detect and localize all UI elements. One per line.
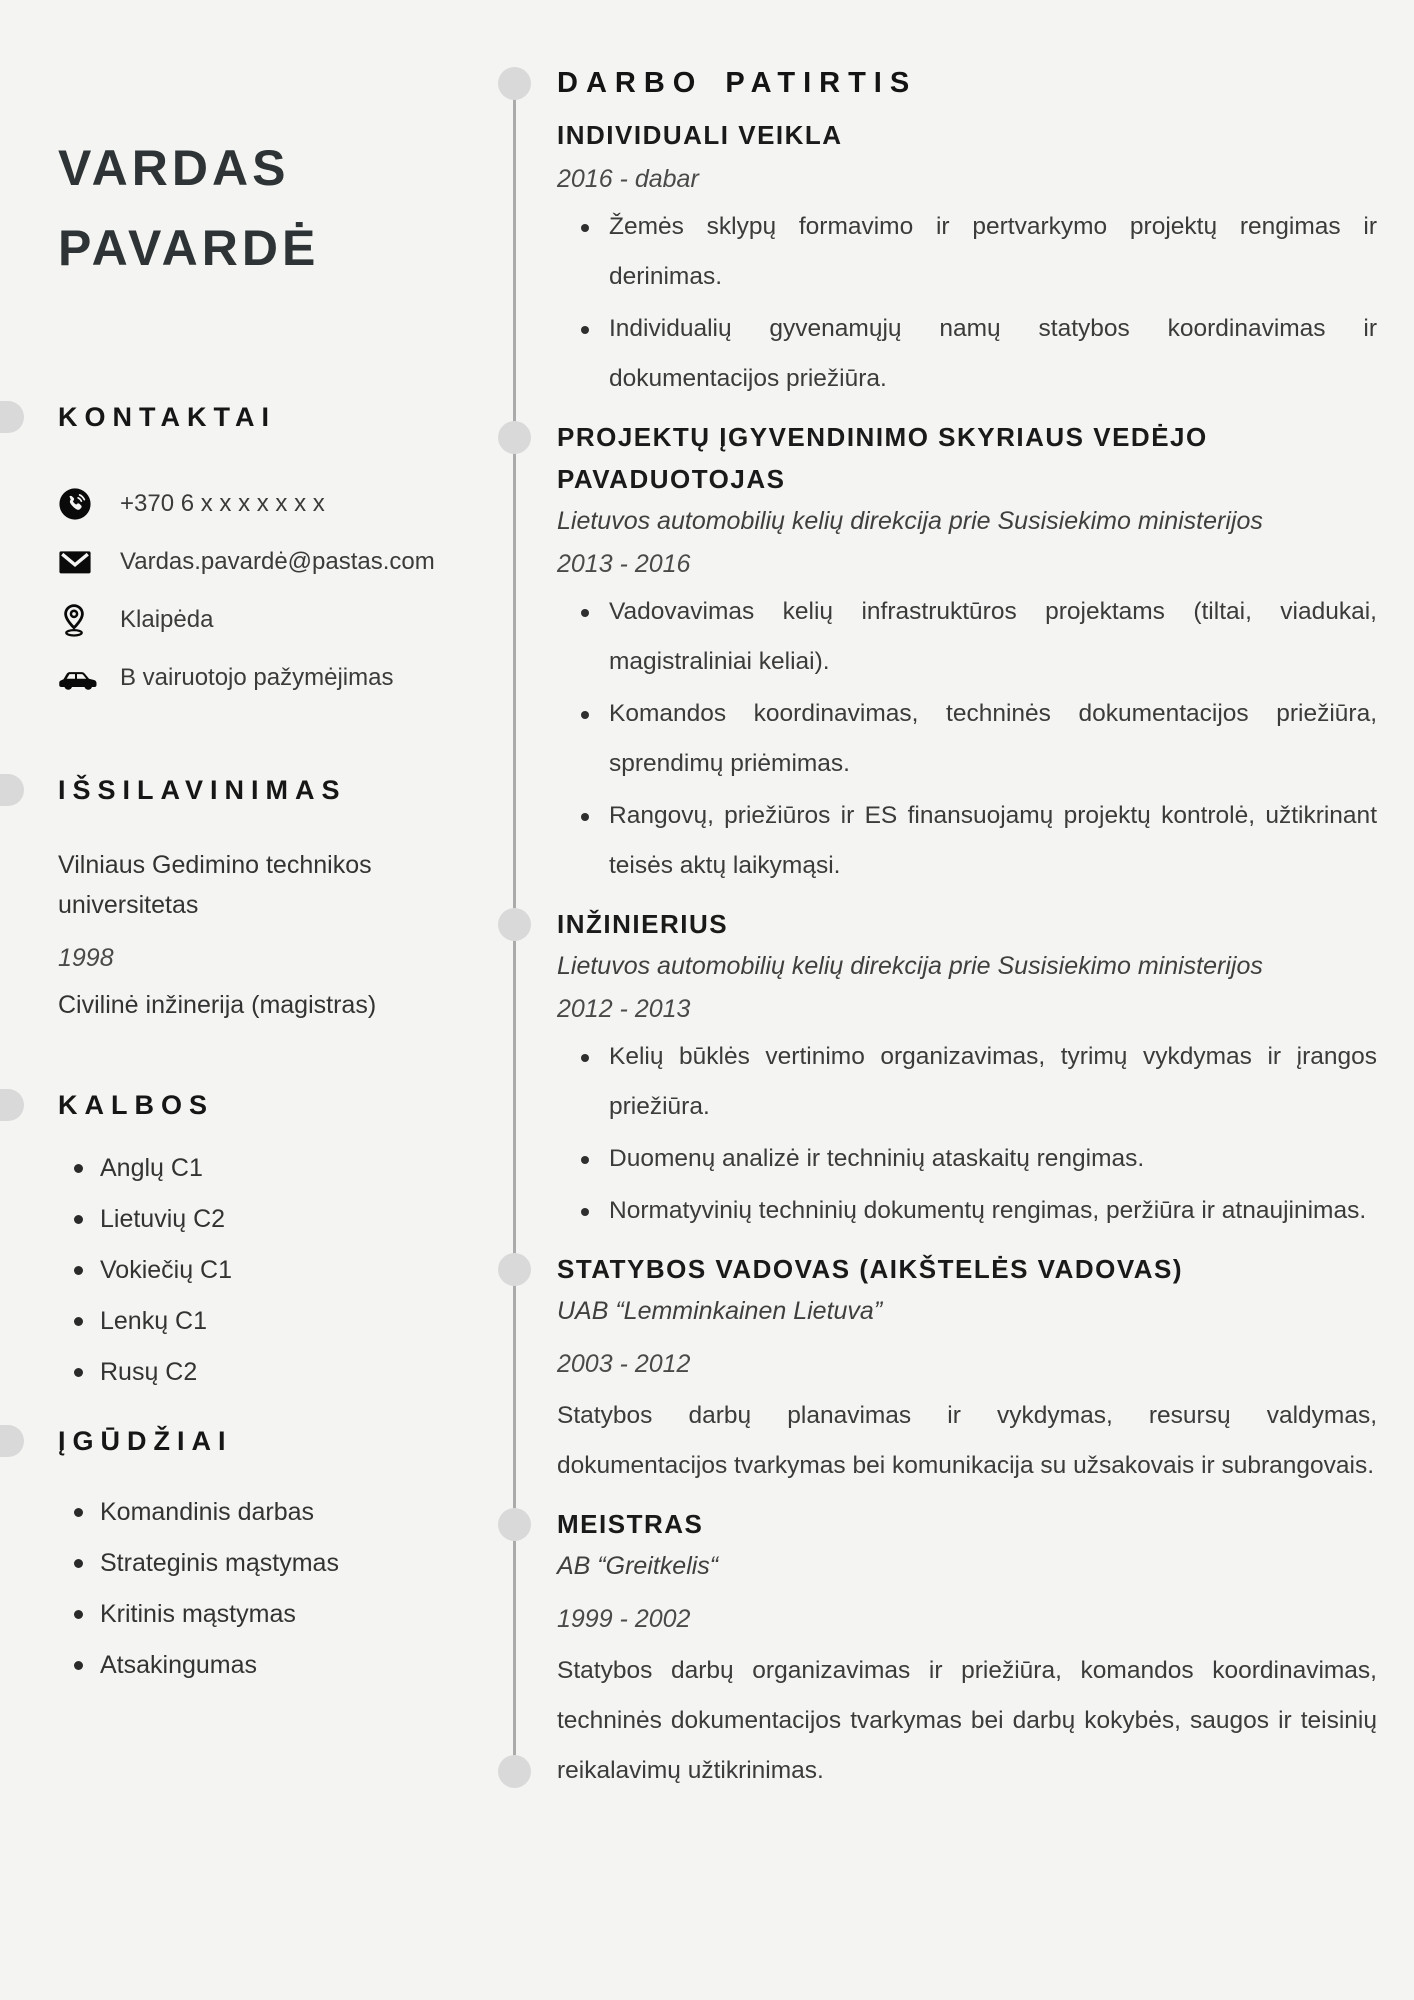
first-name: VARDAS <box>58 140 290 196</box>
language-item: Rusų C2 <box>100 1354 492 1390</box>
job-entry <box>557 903 1377 1236</box>
contact-item-location <box>58 602 492 638</box>
timeline-dot <box>498 1253 531 1286</box>
language-item: Vokiečių C1 <box>100 1252 492 1288</box>
language-item: Anglų C1 <box>100 1150 492 1186</box>
timeline-dot <box>498 421 531 454</box>
car-icon <box>58 660 98 696</box>
languages-section-header <box>0 1088 492 1122</box>
education-degree: Civilinė inžinerija (magistras) <box>58 991 377 1019</box>
driver-license-text: B vairuotojo pažymėjimas <box>120 664 394 691</box>
language-item: Lenkų C1 <box>100 1303 492 1339</box>
job-bullet: Rangovų, priežiūros ir ES finansuojamų projektų kontrolė, užtikrinant teisės aktų laikymąsi. <box>609 791 1377 891</box>
contact-item-phone <box>58 486 492 522</box>
experience-column <box>557 60 1377 1796</box>
job-company: Lietuvos automobilių kelių direkcija prie Susisiekimo ministerijos <box>557 507 1263 535</box>
education-heading: IŠSILAVINIMAS <box>58 774 347 805</box>
job-bullet: Komandos koordinavimas, techninės dokumentacijos priežiūra, sprendimų priėmimas. <box>609 689 1377 789</box>
job-dates: 2013 - 2016 <box>557 550 691 578</box>
skill-item: Atsakingumas <box>100 1647 492 1683</box>
email-icon <box>58 544 98 580</box>
job-bullet: Individualių gyvenamųjų namų statybos koordinavimas ir dokumentacijos priežiūra. <box>609 304 1377 404</box>
skills-list <box>58 1494 492 1683</box>
job-title: INDIVIDUALI VEIKLA <box>557 120 843 150</box>
job-entry <box>557 1248 1377 1491</box>
timeline-dot <box>498 1755 531 1788</box>
job-bullet: Vadovavimas kelių infrastruktūros projektams (tiltai, viadukai, magistraliniai keliai). <box>609 587 1377 687</box>
skill-item: Komandinis darbas <box>100 1494 492 1530</box>
job-bullet: Žemės sklypų formavimo ir pertvarkymo projektų rengimas ir derinimas. <box>609 202 1377 302</box>
job-bullet: Normatyvinių techninių dokumentų rengimas, peržiūra ir atnaujinimas. <box>609 1186 1377 1236</box>
skills-heading: ĮGŪDŽIAI <box>58 1425 233 1456</box>
person-name <box>58 128 492 288</box>
job-list <box>557 114 1377 1796</box>
experience-heading: DARBO PATIRTIS <box>557 67 918 99</box>
section-marker-pill <box>0 1089 24 1121</box>
education-section-header <box>0 773 492 807</box>
last-name: PAVARDĖ <box>58 220 320 276</box>
job-bullets <box>557 587 1377 891</box>
job-paragraph: Statybos darbų organizavimas ir priežiūra, komandos koordinavimas, techninės dokumentacijos tvarkymas bei darbų kokybės, saugos ir teisinių reikalavimų užtikrinimas. <box>557 1657 1377 1784</box>
language-item: Lietuvių C2 <box>100 1201 492 1237</box>
job-dates: 2016 - dabar <box>557 165 699 193</box>
timeline-dot <box>498 67 531 100</box>
contact-item-email <box>58 544 492 580</box>
job-company: UAB “Lemminkainen Lietuva” <box>557 1297 883 1325</box>
job-entry <box>557 416 1377 891</box>
job-paragraph: Statybos darbų planavimas ir vykdymas, resursų valdymas, dokumentacijos tvarkymas bei komunikacija su užsakovais ir subrangovais. <box>557 1402 1377 1479</box>
job-title: INŽINIERIUS <box>557 909 729 939</box>
job-company: AB “Greitkelis“ <box>557 1552 719 1580</box>
section-marker-pill <box>0 1425 24 1457</box>
sidebar <box>0 0 492 1698</box>
job-title: PROJEKTŲ ĮGYVENDINIMO SKYRIAUS VEDĖJO PAVADUOTOJAS <box>557 422 1208 494</box>
job-company: Lietuvos automobilių kelių direkcija prie Susisiekimo ministerijos <box>557 952 1263 980</box>
phone-icon <box>58 486 98 522</box>
section-marker-pill <box>0 401 24 433</box>
education-school: Vilniaus Gedimino technikos universitetas <box>58 851 372 919</box>
skills-section-header <box>0 1424 492 1458</box>
job-entry <box>557 1503 1377 1796</box>
section-marker-pill <box>0 774 24 806</box>
job-bullets <box>557 1032 1377 1236</box>
email-text: Vardas.pavardė@pastas.com <box>120 548 435 575</box>
languages-heading: KALBOS <box>58 1089 214 1120</box>
job-dates: 1999 - 2002 <box>557 1605 691 1633</box>
location-icon <box>58 602 98 638</box>
education-year: 1998 <box>58 944 114 972</box>
contact-item-driver-license <box>58 660 492 696</box>
skill-item: Kritinis mąstymas <box>100 1596 492 1632</box>
job-title: STATYBOS VADOVAS (AIKŠTELĖS VADOVAS) <box>557 1254 1184 1284</box>
timeline-dot <box>498 908 531 941</box>
contact-list <box>58 486 492 696</box>
job-bullet: Duomenų analizė ir techninių ataskaitų rengimas. <box>609 1134 1377 1184</box>
languages-list <box>58 1150 492 1390</box>
job-entry <box>557 114 1377 404</box>
phone-text: +370 6 x x x x x x x <box>120 490 325 517</box>
contacts-heading: KONTAKTAI <box>58 401 276 432</box>
timeline-dot <box>498 1508 531 1541</box>
job-title: MEISTRAS <box>557 1509 704 1539</box>
job-bullets <box>557 202 1377 404</box>
skill-item: Strateginis mąstymas <box>100 1545 492 1581</box>
contacts-section-header <box>0 400 492 434</box>
location-text: Klaipėda <box>120 606 214 633</box>
job-bullet: Kelių būklės vertinimo organizavimas, tyrimų vykdymas ir įrangos priežiūra. <box>609 1032 1377 1132</box>
job-dates: 2003 - 2012 <box>557 1350 691 1378</box>
job-dates: 2012 - 2013 <box>557 995 691 1023</box>
